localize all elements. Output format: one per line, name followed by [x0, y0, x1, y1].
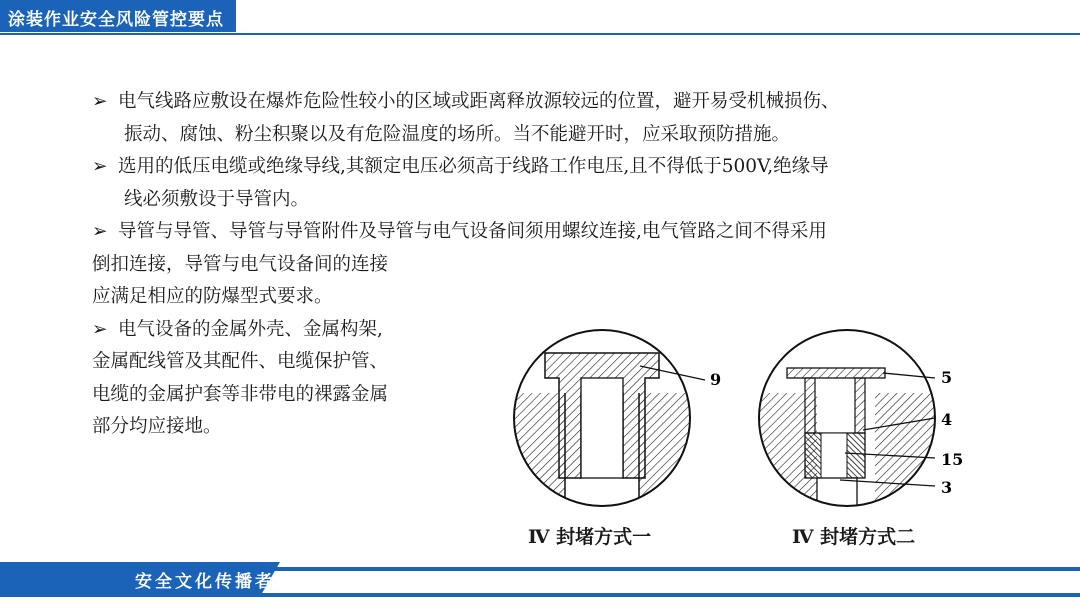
paragraph-4	[92, 314, 492, 444]
label-9: 9	[710, 370, 722, 389]
bullet-arrow-icon: ➢	[92, 318, 108, 340]
p3-line1: 导管与导管、导管与导管附件及导管与电气设备间须用螺纹连接,电气管路之间不得采用	[118, 221, 827, 242]
p4-line4: 部分均应接地。	[92, 416, 222, 437]
diagram-method-2	[755, 368, 955, 518]
label-3: 3	[941, 478, 953, 497]
paragraph-3	[92, 216, 1012, 314]
paragraph-2	[92, 151, 1012, 216]
p4-line1: 电气设备的金属外壳、金属构架,	[118, 318, 383, 340]
p2-line1: 选用的低压电缆或绝缘导线,其额定电压必须高于线路工作电压,且不得低于500V,绝缘导	[118, 156, 829, 177]
paragraph-1	[92, 86, 1012, 151]
caption-method-1: Ⅳ 封堵方式一	[528, 526, 652, 548]
label-15: 15	[941, 450, 964, 469]
title-underline	[0, 33, 1080, 35]
caption-method-2: Ⅳ 封堵方式二	[792, 526, 916, 548]
bullet-arrow-icon: ➢	[92, 156, 108, 177]
bullet-arrow-icon: ➢	[92, 221, 108, 242]
p1-line1: 电气线路应敷设在爆炸危险性较小的区域或距离释放源较远的位置，避开易受机械损伤、	[118, 91, 840, 112]
p3-line3: 应满足相应的防爆型式要求。	[92, 286, 333, 307]
p4-line3: 电缆的金属护套等非带电的裸露金属	[92, 383, 389, 405]
p2-line2: 线必须敷设于导管内。	[124, 188, 310, 210]
title-bar	[0, 0, 236, 32]
page-title: 涂装作业安全风险管控要点	[8, 10, 224, 30]
diagram-method-1	[505, 353, 709, 513]
p3-line2: 倒扣连接，导管与电气设备间的连接	[92, 253, 389, 275]
label-5: 5	[941, 368, 953, 387]
p1-line2: 振动、腐蚀、粉尘积聚以及有危险温度的场所。当不能避开时，应采取预防措施。	[124, 123, 791, 145]
bullet-arrow-icon: ➢	[92, 91, 108, 112]
label-4: 4	[941, 410, 953, 429]
footer-text: 安全文化传播者	[135, 572, 275, 592]
p4-line2: 金属配线管及其配件、电缆保护管、	[92, 351, 389, 372]
